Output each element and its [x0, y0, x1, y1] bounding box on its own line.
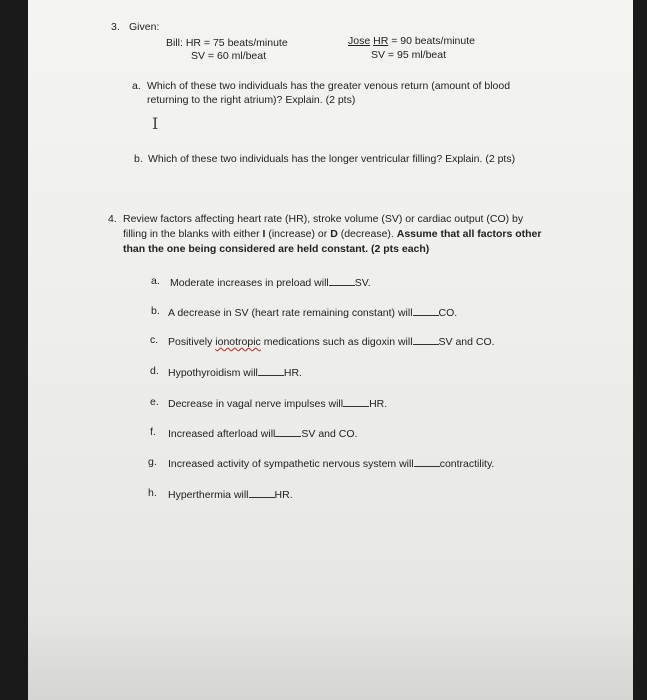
item-c-letter: c.	[150, 334, 159, 346]
bill-sv: SV = 60 ml/beat	[191, 50, 267, 62]
item-c: Positively ionotropic medications such as digoxin will SV and CO.	[168, 336, 495, 348]
text-cursor-icon: I	[152, 114, 159, 133]
item-b-letter: b.	[151, 305, 160, 317]
q3a-line2: returning to the right atrium)? Explain. (2 pts)	[147, 94, 356, 106]
item-h-letter: h.	[148, 487, 157, 499]
blank-g[interactable]	[414, 457, 440, 467]
item-e-letter: e.	[150, 396, 159, 408]
jose-hr-value: = 90 beats/minute	[388, 35, 475, 47]
blank-h[interactable]	[249, 488, 275, 498]
q4-intro-line1: Review factors affecting heart rate (HR), stroke volume (SV) or cardiac output (CO) by	[123, 213, 524, 225]
q3-number: 3.	[111, 21, 120, 33]
q3a-letter: a.	[132, 80, 141, 92]
blank-a[interactable]	[329, 276, 355, 286]
q4-intro-line3: than the one being considered are held constant. (2 pts each)	[123, 243, 430, 255]
blank-d[interactable]	[258, 366, 284, 376]
blank-f[interactable]	[275, 427, 301, 437]
item-h: Hyperthermia will HR.	[168, 489, 293, 501]
jose-hr-line	[348, 36, 475, 47]
item-d-letter: d.	[150, 365, 159, 377]
item-f-letter: f.	[150, 426, 156, 438]
item-b: A decrease in SV (heart rate remaining constant) will CO.	[168, 307, 458, 319]
blank-e[interactable]	[343, 397, 369, 407]
q4-number: 4.	[108, 213, 117, 225]
item-d: Hypothyroidism will HR.	[168, 367, 302, 379]
item-g: Increased activity of sympathetic nervous system will contractility.	[168, 458, 495, 470]
blank-b[interactable]	[413, 306, 439, 316]
item-a-letter: a.	[151, 275, 160, 287]
q3a-line1: Which of these two individuals has the greater venous return (amount of blood	[147, 80, 511, 92]
jose-hr-label: HR	[373, 35, 389, 47]
jose-name: Jose	[348, 35, 371, 47]
q3b-letter: b.	[134, 153, 143, 165]
jose-sv: SV = 95 ml/beat	[371, 49, 447, 61]
q3-heading: Given:	[129, 21, 160, 33]
blank-c[interactable]	[413, 335, 439, 345]
item-f: Increased afterload will SV and CO.	[168, 428, 358, 440]
item-g-letter: g.	[148, 456, 157, 468]
q3b-text: Which of these two individuals has the longer ventricular filling? Explain. (2 pts)	[148, 153, 516, 165]
item-e: Decrease in vagal nerve impulses will HR.	[168, 398, 388, 410]
paper-shadow	[28, 612, 633, 700]
item-a: Moderate increases in preload will SV.	[170, 277, 371, 289]
bill-hr: Bill: HR = 75 beats/minute	[166, 37, 288, 49]
q4-intro-line2: filling in the blanks with either I (increase) or D (decrease). Assume that all factors other	[123, 228, 542, 240]
